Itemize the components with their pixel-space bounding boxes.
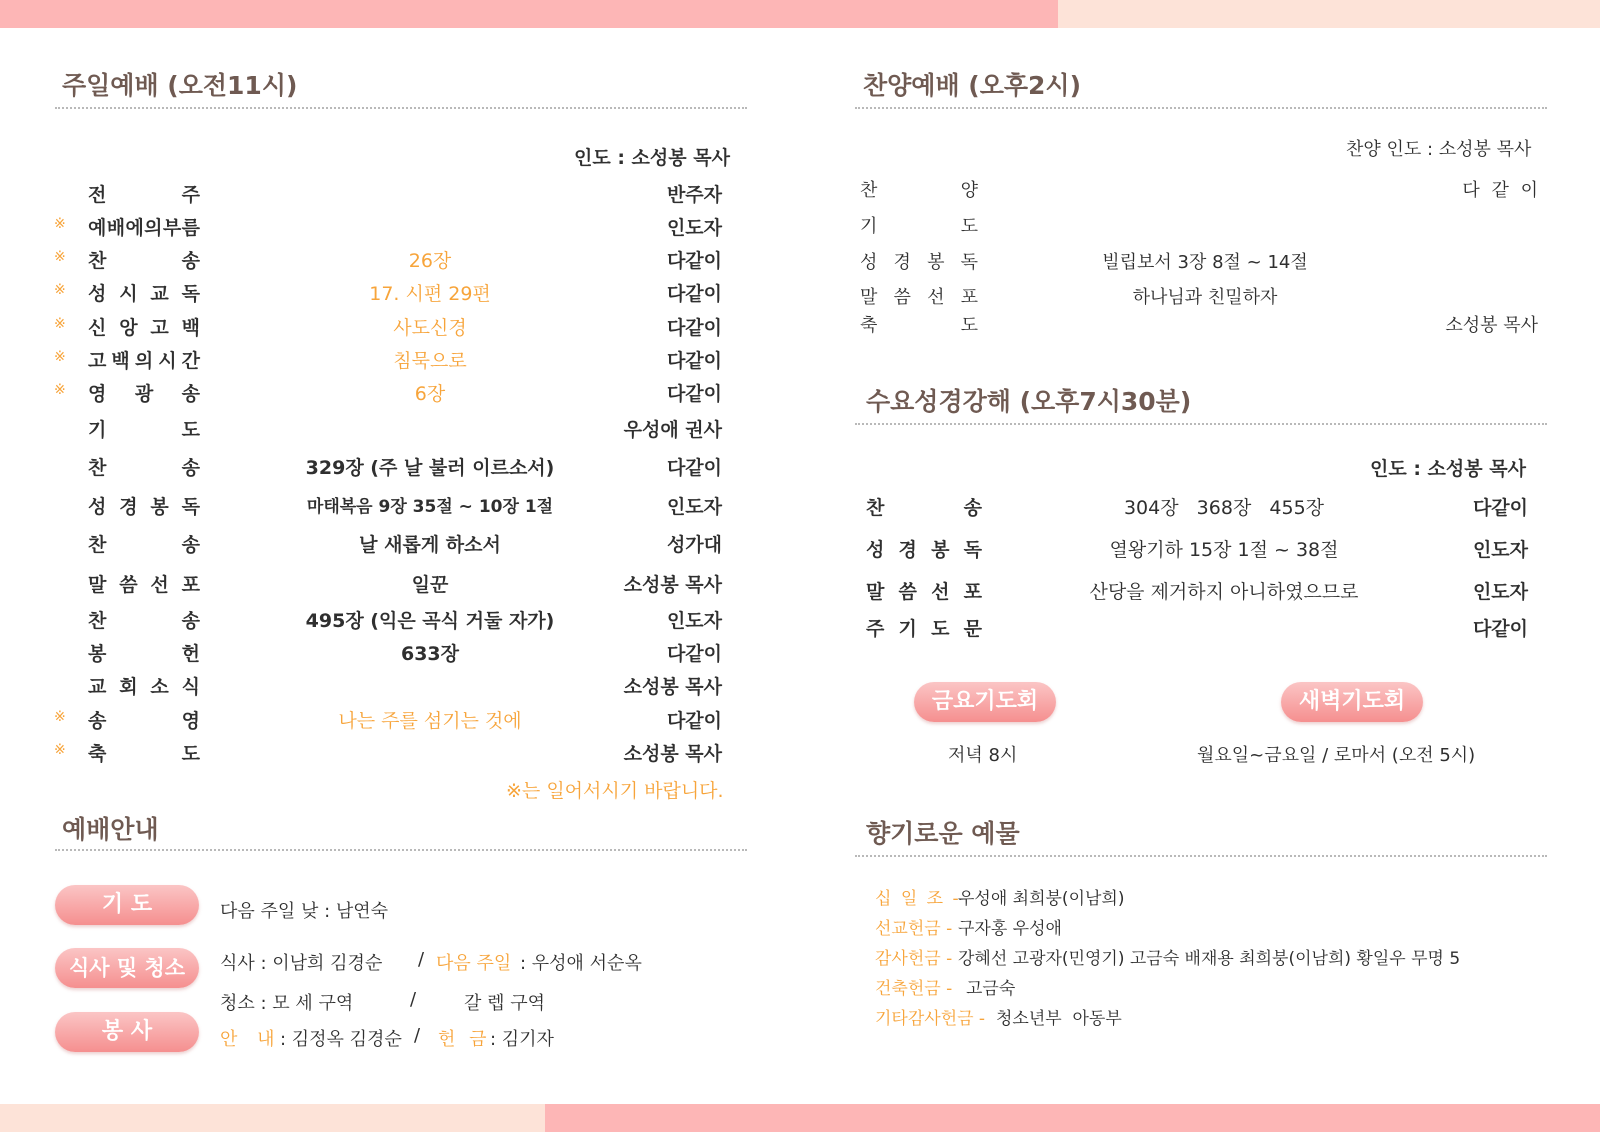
order-label: 기 도 bbox=[88, 419, 200, 441]
cleaning-text: 갈 렙 구역 bbox=[464, 993, 545, 1014]
guide-title-rule bbox=[55, 849, 747, 851]
order-detail: 열왕기하 15장 1절 ~ 38절 bbox=[1109, 539, 1339, 561]
order-detail: 495장 (익은 곡식 거둘 자가) bbox=[305, 610, 555, 632]
offering-names: 고금숙 bbox=[966, 979, 1016, 999]
sunday-standing-note: ※는 일어서시기 바랍니다. bbox=[506, 780, 724, 802]
standing-mark: ※ bbox=[54, 742, 66, 758]
offering-category: 감사헌금 - bbox=[875, 949, 953, 969]
standing-mark: ※ bbox=[54, 709, 66, 725]
meal-slash: / bbox=[418, 949, 425, 970]
order-label: 성 경 봉 독 bbox=[866, 539, 982, 561]
order-detail: 17. 시편 29편 bbox=[369, 283, 491, 305]
order-person: 인도자 bbox=[666, 610, 722, 632]
order-detail: 산당을 제거하지 아니하였으므로 bbox=[1089, 581, 1359, 603]
order-detail: 일꾼 bbox=[411, 574, 449, 596]
service-slash: / bbox=[414, 1025, 421, 1046]
order-label: 신 앙 고 백 bbox=[88, 317, 200, 339]
dawn-prayer-pill: 새벽기도회 bbox=[1281, 682, 1423, 722]
sunday-title: 주일예배 (오전11시) bbox=[62, 71, 298, 100]
order-detail: 633장 bbox=[400, 643, 460, 665]
prayer-duty-text: 다음 주일 낮 : 남연숙 bbox=[220, 901, 389, 922]
order-label: 말 씀 선 포 bbox=[866, 581, 982, 603]
offering-names: 강혜선 고광자(민영기) 고금숙 배재용 최희붕(이남희) 황일우 무명 5 bbox=[958, 949, 1461, 969]
order-detail: 사도신경 bbox=[393, 317, 467, 339]
order-label: 찬 송 bbox=[88, 250, 200, 272]
order-label: 성 경 봉 독 bbox=[88, 496, 200, 518]
order-person: 다같이 bbox=[666, 283, 722, 305]
standing-mark: ※ bbox=[54, 282, 66, 298]
offering-category: 선교헌금 - bbox=[875, 919, 953, 939]
order-label: 찬 송 bbox=[88, 534, 200, 556]
order-label: 송 영 bbox=[88, 710, 200, 732]
order-label: 성 시 교 독 bbox=[88, 283, 200, 305]
praise-leader: 찬양 인도 : 소성봉 목사 bbox=[1346, 139, 1532, 160]
usher-label: 안 내 bbox=[220, 1029, 275, 1050]
order-label: 말 씀 선 포 bbox=[88, 574, 200, 596]
order-label: 예 배 에 의 부 름 bbox=[88, 217, 200, 239]
order-label: 전 주 bbox=[88, 184, 200, 206]
order-person: 인도자 bbox=[1472, 539, 1528, 561]
order-person: 다같이 bbox=[666, 457, 722, 479]
order-label: 말 씀 선 포 bbox=[860, 287, 978, 308]
usher-text: : 김정옥 김경순 bbox=[280, 1029, 402, 1050]
order-person: 다같이 bbox=[666, 350, 722, 372]
order-label: 영 광 송 bbox=[88, 383, 200, 405]
wednesday-leader: 인도 : 소성봉 목사 bbox=[1370, 458, 1526, 480]
order-detail: 26장 bbox=[408, 250, 452, 272]
offering-category: 건축헌금 - bbox=[875, 979, 953, 999]
order-person: 다같이 bbox=[1472, 497, 1528, 519]
order-label: 기 도 bbox=[860, 216, 978, 237]
standing-mark: ※ bbox=[54, 349, 66, 365]
order-person: 다 같 이 bbox=[1462, 180, 1538, 201]
order-person: 인도자 bbox=[666, 496, 722, 518]
bottom-band-pink bbox=[545, 1104, 1600, 1132]
next-sunday-label: 다음 주일 bbox=[436, 953, 512, 974]
order-label: 찬 송 bbox=[866, 497, 982, 519]
order-label: 성 경 봉 독 bbox=[860, 252, 978, 273]
order-detail: 나는 주를 섬기는 것에 bbox=[338, 710, 522, 732]
wednesday-title: 수요성경강해 (오후7시30분) bbox=[866, 387, 1192, 416]
order-person: 반주자 bbox=[666, 184, 722, 206]
order-label: 찬 송 bbox=[88, 610, 200, 632]
order-detail: 빌립보서 3장 8절 ~ 14절 bbox=[1102, 252, 1308, 273]
offering-names: 청소년부 아동부 bbox=[996, 1009, 1122, 1029]
offering-names: 구자홍 우성애 bbox=[958, 919, 1062, 939]
order-person: 우성애 권사 bbox=[623, 419, 722, 441]
order-label: 축 도 bbox=[860, 315, 978, 336]
order-detail: 329장 (주 날 불러 이르소서) bbox=[305, 457, 555, 479]
order-detail: 304장 368장 455장 bbox=[1123, 497, 1325, 519]
order-detail: 하나님과 친밀하자 bbox=[1132, 287, 1278, 308]
offering-names: 우성애 최희붕(이남희) bbox=[958, 889, 1125, 909]
friday-prayer-pill: 금요기도회 bbox=[914, 682, 1056, 722]
bottom-band-peach bbox=[0, 1104, 545, 1132]
order-person: 소성봉 목사 bbox=[623, 743, 722, 765]
order-label: 찬 송 bbox=[88, 457, 200, 479]
praise-title-rule bbox=[855, 107, 1547, 109]
sunday-title-rule bbox=[55, 107, 747, 109]
order-label: 고 백 의 시 간 bbox=[88, 350, 200, 372]
praise-title: 찬양예배 (오후2시) bbox=[863, 71, 1082, 100]
offerings-title: 향기로운 예물 bbox=[866, 819, 1020, 848]
service-pill: 봉 사 bbox=[55, 1012, 199, 1052]
standing-mark: ※ bbox=[54, 249, 66, 265]
order-detail: 침묵으로 bbox=[393, 350, 467, 372]
order-detail: 날 새롭게 하소서 bbox=[359, 534, 501, 556]
offerings-title-rule bbox=[855, 855, 1547, 857]
order-person: 다같이 bbox=[666, 317, 722, 339]
next-sunday-meal-text: : 우성애 서순옥 bbox=[520, 953, 642, 974]
order-label: 교 회 소 식 bbox=[88, 676, 200, 698]
standing-mark: ※ bbox=[54, 382, 66, 398]
order-person: 인도자 bbox=[1472, 581, 1528, 603]
standing-mark: ※ bbox=[54, 216, 66, 232]
order-detail: 6장 bbox=[414, 383, 446, 405]
order-person: 인도자 bbox=[666, 217, 722, 239]
order-person: 다같이 bbox=[1472, 618, 1528, 640]
order-label: 주 기 도 문 bbox=[866, 618, 982, 640]
wednesday-title-rule bbox=[855, 423, 1547, 425]
guide-title: 예배안내 bbox=[62, 815, 159, 844]
top-band-pink bbox=[0, 0, 1058, 28]
order-person: 성가대 bbox=[666, 534, 722, 556]
offering-duty-text: : 김기자 bbox=[490, 1029, 554, 1050]
friday-prayer-time: 저녁 8시 bbox=[948, 745, 1018, 766]
order-person: 소성봉 목사 bbox=[623, 574, 722, 596]
order-person: 다같이 bbox=[666, 383, 722, 405]
dawn-prayer-time: 월요일~금요일 / 로마서 (오전 5시) bbox=[1197, 745, 1476, 766]
order-person: 다같이 bbox=[666, 643, 722, 665]
order-label: 봉 헌 bbox=[88, 643, 200, 665]
standing-mark: ※ bbox=[54, 316, 66, 332]
order-person: 다같이 bbox=[666, 710, 722, 732]
cleaning-label: 청소 : 모 세 구역 bbox=[220, 993, 354, 1014]
order-label: 찬 양 bbox=[860, 180, 978, 201]
offering-category: 십 일 조 - bbox=[875, 889, 959, 909]
offering-duty-label: 헌 금 bbox=[438, 1029, 487, 1050]
order-person: 다같이 bbox=[666, 250, 722, 272]
order-label: 축 도 bbox=[88, 743, 200, 765]
meal-cleaning-pill: 식사 및 청소 bbox=[55, 948, 199, 988]
sunday-leader: 인도 : 소성봉 목사 bbox=[574, 147, 730, 169]
top-band-peach bbox=[1058, 0, 1600, 28]
order-person: 소성봉 목사 bbox=[623, 676, 722, 698]
order-person: 소성봉 목사 bbox=[1445, 315, 1538, 336]
cleaning-slash: / bbox=[410, 989, 417, 1010]
prayer-pill: 기 도 bbox=[55, 885, 199, 925]
offering-category: 기타감사헌금 - bbox=[875, 1009, 986, 1029]
meal-duty-text: 식사 : 이남희 김경순 bbox=[220, 953, 383, 974]
order-detail: 마태복음 9장 35절 ~ 10장 1절 bbox=[306, 497, 554, 517]
